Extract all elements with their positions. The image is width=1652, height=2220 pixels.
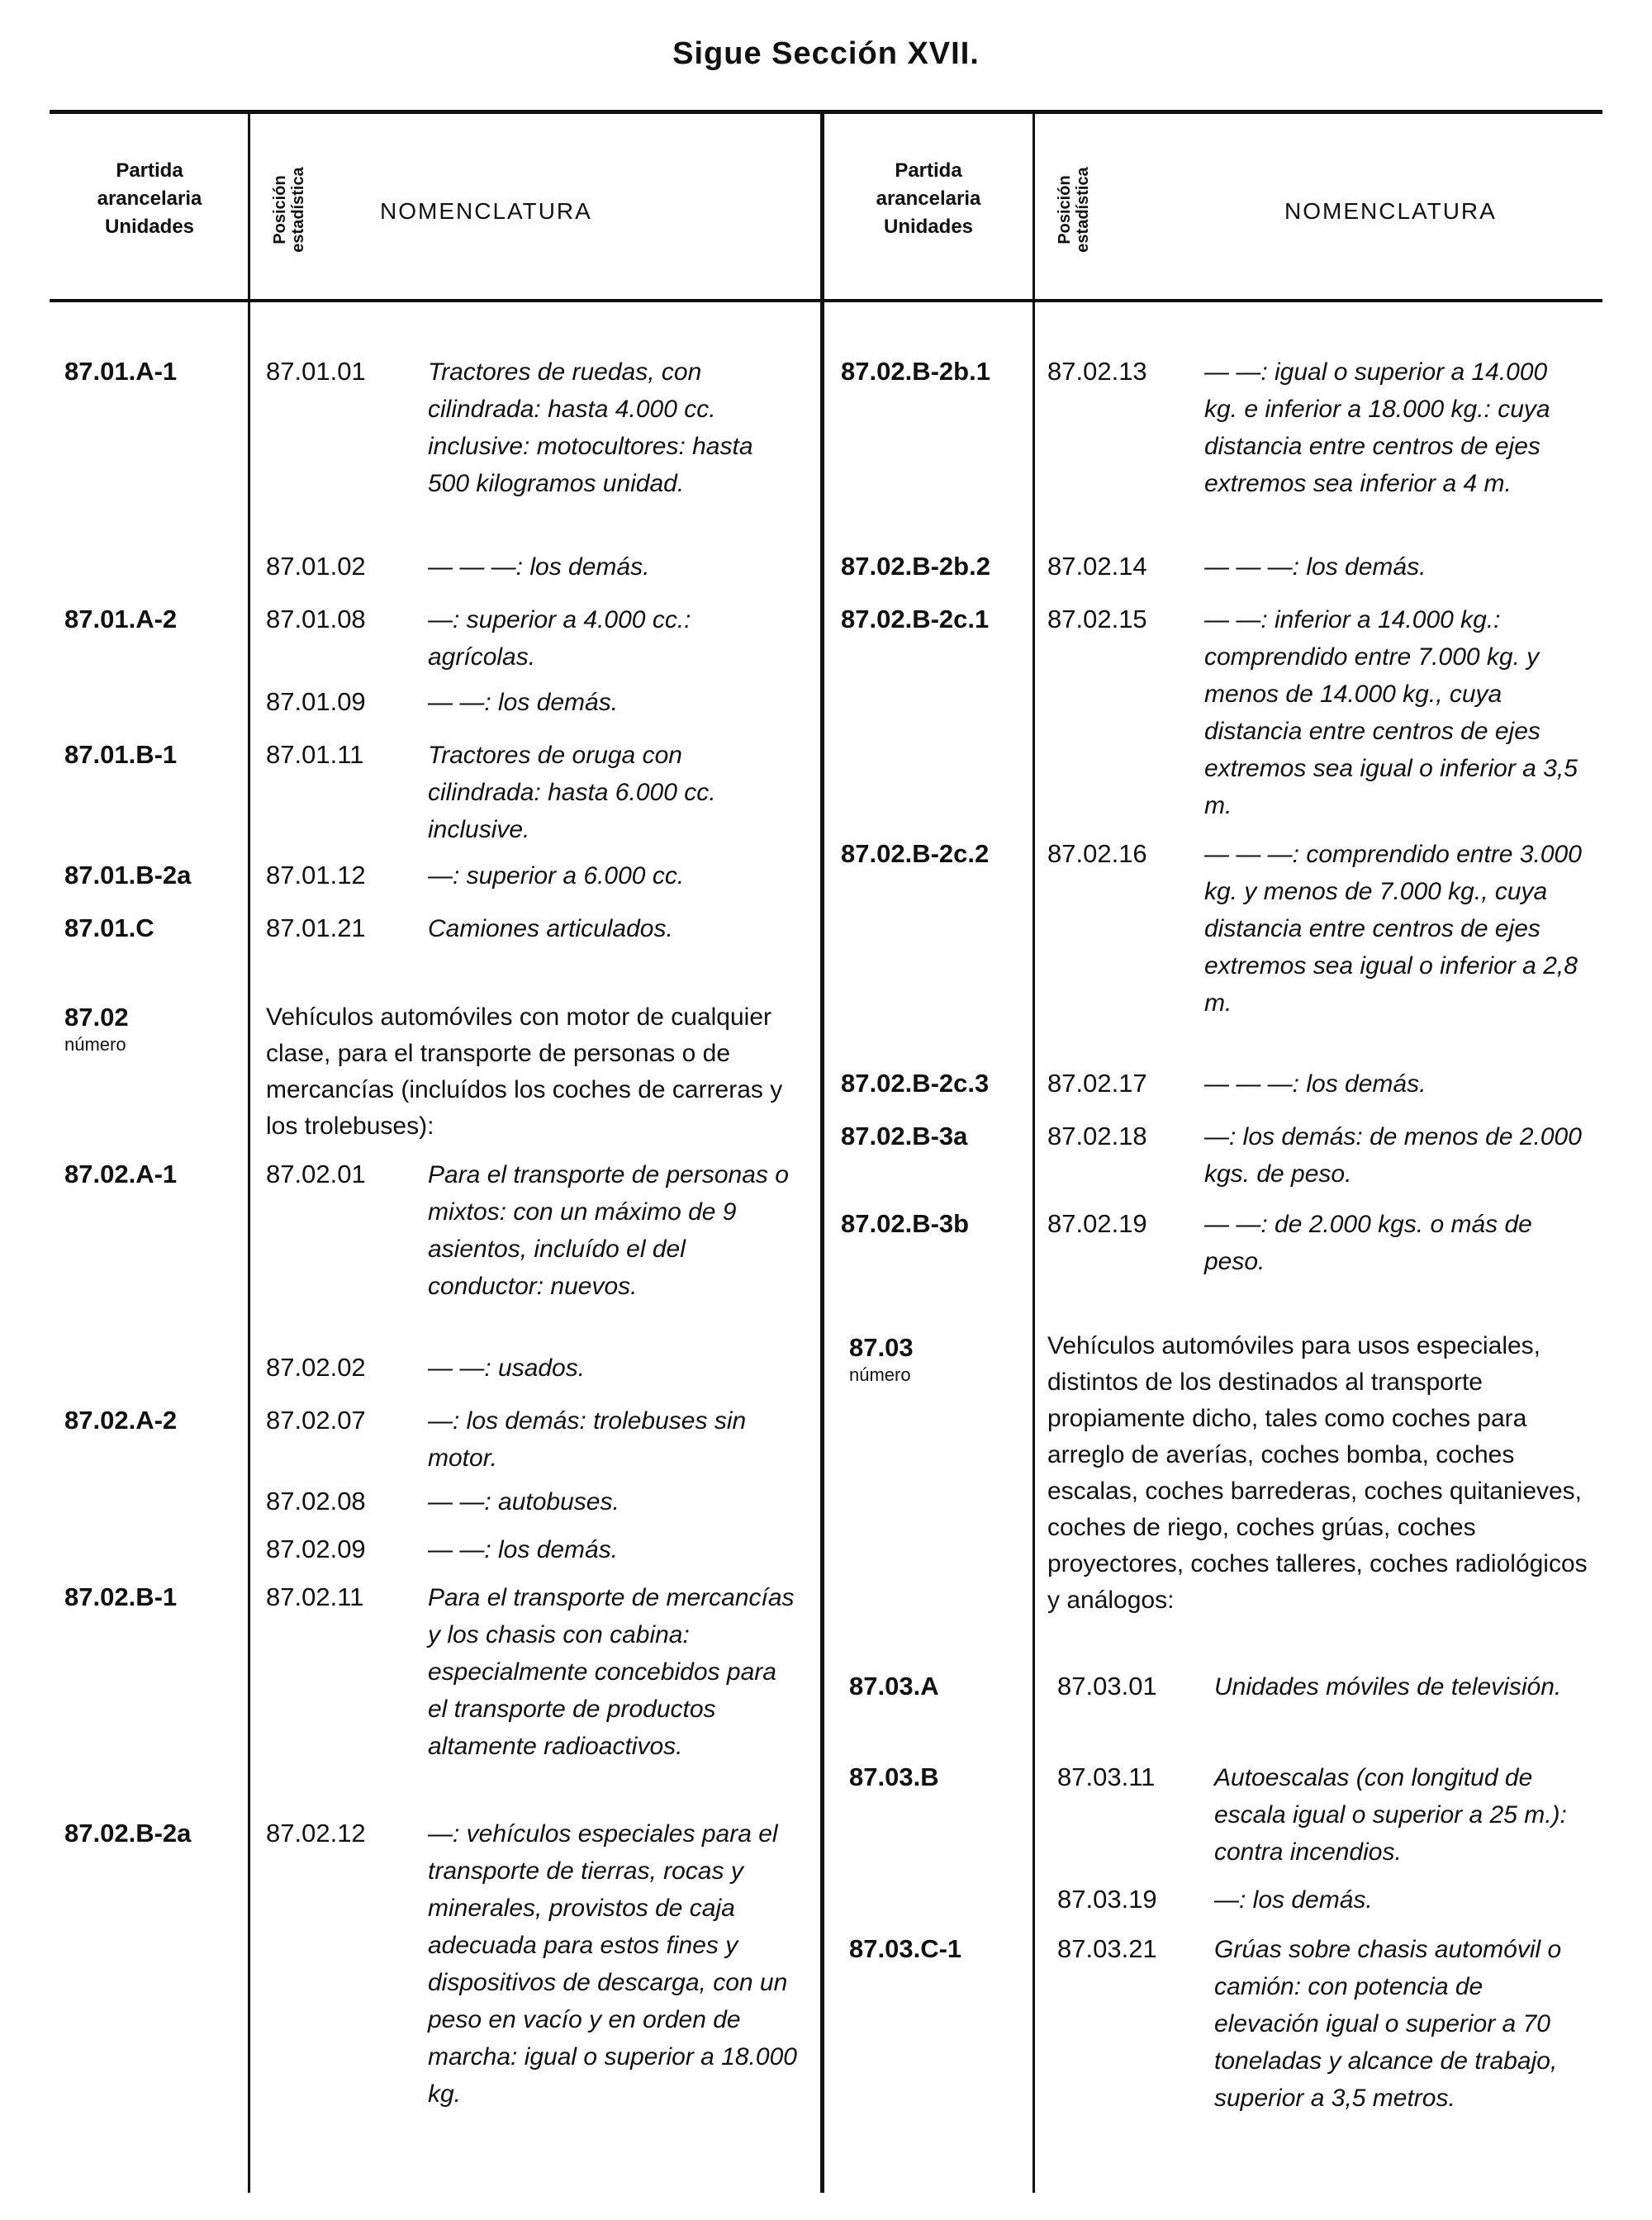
partida-code: 87.03.B (849, 1762, 939, 1791)
nomenclatura-text: Tractores de ruedas, con cilindrada: hasta 4.000 cc. inclusive: motocultores: hasta 500 kilogramos unidad. (428, 358, 753, 497)
partida-code: 87.02.B-1 (64, 1582, 178, 1611)
header-posicion-left (271, 148, 307, 272)
header-partida-line3: Unidades (104, 216, 195, 238)
header-partida-left (51, 157, 248, 241)
header-posicion-line2: estadística (289, 167, 307, 253)
column-divider-1 (248, 111, 250, 2193)
posicion-code: 87.01.11 (266, 740, 364, 769)
posicion-code: 87.01.21 (266, 913, 366, 942)
header-nomenclatura-left: NOMENCLATURA (380, 198, 592, 224)
header-posicion-line1: Posición (1056, 175, 1074, 244)
header-nomenclatura-right: NOMENCLATURA (1284, 198, 1497, 224)
section-description: Vehículos automóviles con motor de cualquier clase, para el transporte de personas o de mercancías (incluídos los coches de carreras y los trolebuses): (266, 1003, 783, 1140)
partida-heading (849, 1333, 914, 1386)
partida-code: 87.02.B-2b.1 (841, 357, 990, 386)
posicion-code: 87.02.14 (1047, 552, 1147, 581)
partida-code: 87.01.C (64, 913, 154, 942)
header-bottom-rule (50, 299, 1602, 302)
nomenclatura-text: Camiones articulados. (428, 915, 673, 942)
partida-code: 87.01.A-1 (64, 357, 178, 386)
posicion-code: 87.01.01 (266, 357, 366, 386)
posicion-code: 87.03.21 (1057, 1934, 1157, 1963)
header-posicion-right (1056, 148, 1092, 272)
nomenclatura-text: — —: de 2.000 kgs. o más de peso. (1204, 1211, 1532, 1275)
nomenclatura-text: Grúas sobre chasis automóvil o camión: con potencia de elevación igual o superior a 70 toneladas y alcance de trabajo, superior a 3,5 metros. (1214, 1936, 1562, 2112)
posicion-code: 87.02.19 (1047, 1209, 1147, 1238)
partida-code: 87.02 (64, 1003, 129, 1032)
nomenclatura-text: — —: los demás. (428, 1536, 619, 1563)
partida-sub: número (64, 1034, 126, 1055)
partida-code: 87.02.B-3a (841, 1122, 968, 1150)
nomenclatura-text: — —: inferior a 14.000 kg.: comprendido entre 7.000 kg. y menos de 14.000 kg., cuya distancia entre centros de ejes extremos sea igual o inferior a 3,5 m. (1204, 606, 1578, 819)
posicion-code: 87.02.13 (1047, 357, 1147, 386)
header-partida-line1: Partida (116, 159, 183, 182)
column-divider-center (820, 111, 824, 2193)
posicion-code: 87.01.12 (266, 861, 366, 889)
nomenclatura-text: —: los demás: trolebuses sin motor. (428, 1407, 747, 1472)
nomenclatura-text: Para el transporte de personas o mixtos: con un máximo de 9 asientos, incluído el del conductor: nuevos. (428, 1161, 789, 1300)
posicion-code: 87.01.08 (266, 605, 366, 633)
nomenclatura-text: —: superior a 4.000 cc.: agrícolas. (428, 606, 691, 671)
header-posicion-line1: Posición (271, 175, 289, 244)
nomenclatura-text: —: los demás. (1214, 1886, 1373, 1914)
nomenclatura-text: Unidades móviles de televisión. (1214, 1673, 1562, 1701)
posicion-code: 87.03.19 (1057, 1885, 1157, 1914)
partida-sub: número (849, 1364, 911, 1385)
posicion-code: 87.03.01 (1057, 1672, 1157, 1701)
partida-code: 87.02.A-2 (64, 1406, 178, 1435)
nomenclatura-text: Para el transporte de mercancías y los chasis con cabina: especialmente concebidos para el transporte de productos altamente radioactivos. (428, 1584, 795, 1760)
partida-code: 87.02.B-2a (64, 1819, 192, 1848)
partida-code: 87.01.A-2 (64, 605, 178, 633)
posicion-code: 87.02.16 (1047, 839, 1147, 868)
nomenclatura-text: — —: autobuses. (428, 1488, 620, 1516)
partida-code: 87.03.A (849, 1672, 939, 1701)
partida-code: 87.02.B-2c.1 (841, 605, 990, 633)
partida-code: 87.02.A-1 (64, 1160, 178, 1188)
partida-code: 87.03 (849, 1333, 914, 1362)
posicion-code: 87.02.15 (1047, 605, 1147, 633)
header-partida-right (826, 157, 1031, 241)
posicion-code: 87.02.17 (1047, 1069, 1147, 1098)
header-partida-line2: arancelaria (97, 187, 202, 210)
nomenclatura-text: Tractores de oruga con cilindrada: hasta 6.000 cc. inclusive. (428, 742, 716, 843)
posicion-code: 87.01.02 (266, 552, 366, 581)
partida-code: 87.02.B-2c.3 (841, 1069, 990, 1098)
partida-code: 87.01.B-2a (64, 861, 192, 889)
posicion-code: 87.02.01 (266, 1160, 366, 1188)
partida-code: 87.01.B-1 (64, 740, 178, 769)
column-divider-3 (1032, 111, 1035, 2193)
nomenclatura-text: Autoescalas (con longitud de escala igual o superior a 25 m.): contra incendios. (1214, 1764, 1567, 1866)
header-posicion-line2: estadística (1074, 167, 1092, 253)
nomenclatura-text: — — —: los demás. (1204, 1070, 1427, 1098)
posicion-code: 87.02.09 (266, 1535, 366, 1563)
nomenclatura-text: —: los demás: de menos de 2.000 kgs. de peso. (1204, 1123, 1582, 1188)
header-partida-line2: arancelaria (876, 187, 981, 210)
partida-heading (64, 1003, 129, 1055)
posicion-code: 87.02.07 (266, 1406, 366, 1435)
nomenclatura-text: — —: usados. (428, 1354, 586, 1382)
partida-code: 87.03.C-1 (849, 1934, 962, 1963)
nomenclatura-text: — — —: los demás. (428, 553, 650, 581)
nomenclatura-text: — — —: los demás. (1204, 553, 1427, 581)
nomenclatura-text: — —: igual o superior a 14.000 kg. e inferior a 18.000 kg.: cuya distancia entre centros de ejes extremos sea inferior a 4 m. (1204, 358, 1550, 497)
posicion-code: 87.02.02 (266, 1353, 366, 1382)
posicion-code: 87.03.11 (1057, 1762, 1156, 1791)
section-description: Vehículos automóviles para usos especiales, distintos de los destinados al transporte propiamente dicho, tales como coches para arreglo de averías, coches bomba, coches escalas, coches barrederas, coches quitanieves, coches de riego, coches grúas, coches proyectores, coches talleres, coches radiológicos y análogos: (1047, 1332, 1588, 1614)
partida-code: 87.02.B-2c.2 (841, 839, 990, 868)
header-partida-line1: Partida (895, 159, 962, 182)
nomenclatura-text: — — —: comprendido entre 3.000 kg. y menos de 7.000 kg., cuya distancia entre centros de ejes extremos sea igual o inferior a 2,8 m. (1204, 841, 1582, 1017)
posicion-code: 87.01.09 (266, 687, 366, 716)
nomenclatura-text: —: vehículos especiales para el transporte de tierras, rocas y minerales, provistos de caja adecuada para estos fines y dispositivos de descarga, con un peso en vacío y en orden de marcha: igual o superior a 18.000 kg. (428, 1820, 797, 2108)
partida-code: 87.02.B-2b.2 (841, 552, 990, 581)
table-top-rule (50, 110, 1602, 114)
nomenclatura-text: —: superior a 6.000 cc. (428, 862, 685, 889)
posicion-code: 87.02.12 (266, 1819, 366, 1848)
partida-code: 87.02.B-3b (841, 1209, 970, 1238)
header-partida-line3: Unidades (883, 216, 974, 238)
posicion-code: 87.02.11 (266, 1582, 364, 1611)
nomenclatura-text: — —: los demás. (428, 689, 619, 716)
posicion-code: 87.02.08 (266, 1487, 366, 1516)
posicion-code: 87.02.18 (1047, 1122, 1147, 1150)
page-title: Sigue Sección XVII. (672, 36, 980, 71)
